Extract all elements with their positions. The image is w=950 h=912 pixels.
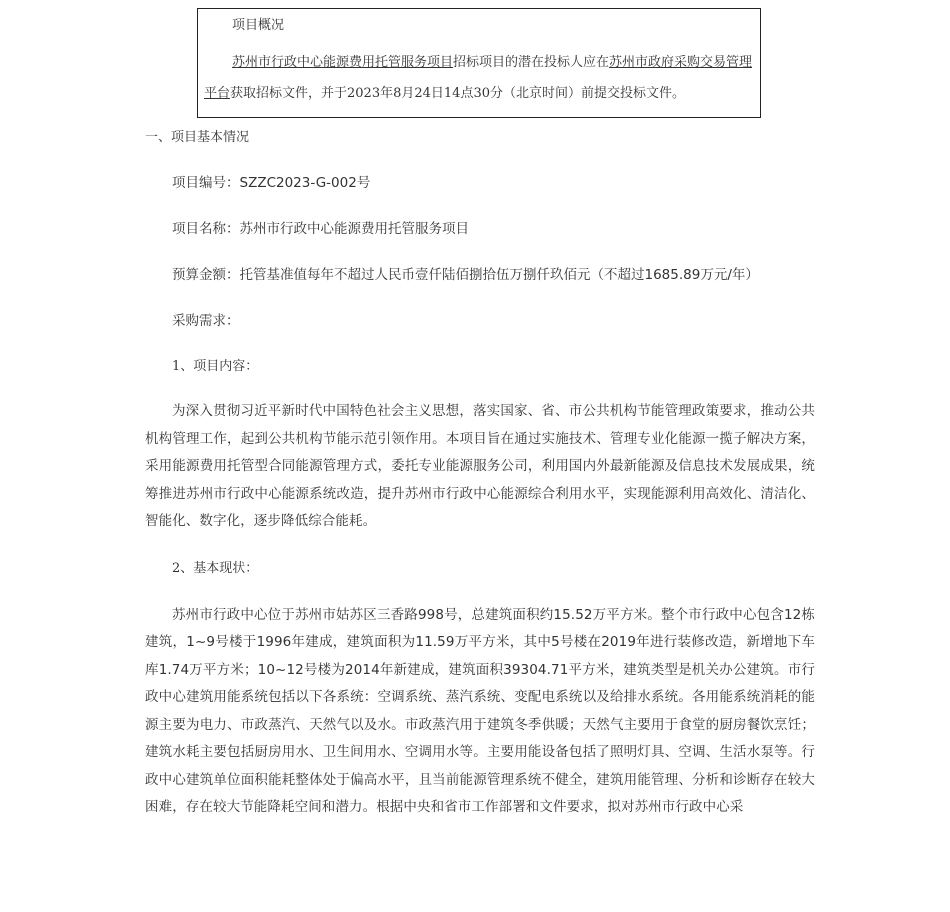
- overview-text-part-2: 获取招标文件，并于2023年8月24日14点30分（北京时间）前提交投标文件。: [230, 86, 685, 101]
- budget-amount: 预算金额：托管基准值每年不超过人民币壹仟陆佰捌拾伍万捌仟玖佰元（不超过1685.89万元/年）: [172, 267, 759, 283]
- project-content-heading: 1、项目内容：: [172, 359, 259, 374]
- section-heading-basic-info: 一、项目基本情况: [145, 130, 250, 145]
- basic-status-heading: 2、基本现状：: [172, 560, 259, 576]
- project-content-paragraph: 为深入贯彻习近平新时代中国特色社会主义思想，落实国家、省、市公共机构节能管理政策要求，推动公共机构管理工作，起到公共机构节能示范引领作用。本项目旨在通过实施技术、管理专业化能源一揽子解决方案，采用能源费用托管型合同能源管理方式，委托专业能源服务公司，利用国内外最新能源及信息技术发展成果，统筹推进苏州市行政中心能源系统改造，提升苏州市行政中心能源综合利用水平，实现能源利用高效化、清洁化、智能化、数字化，逐步降低综合能耗。: [145, 403, 815, 529]
- project-overview-box: [197, 8, 761, 118]
- project-number: 项目编号：SZZC2023-G-002号: [172, 175, 371, 191]
- procurement-platform-link[interactable]: 苏州市政府采购交易管理平台: [204, 55, 753, 101]
- procurement-demand: 采购需求：: [172, 313, 240, 329]
- overview-text-part-1: 招标项目的潜在投标人应在: [453, 55, 610, 70]
- main-content: [145, 124, 815, 822]
- basic-status-paragraph: 苏州市行政中心位于苏州市姑苏区三香路998号，总建筑面积约15.52万平方米。整个市行政中心包含12栋建筑，1~9号楼于1996年建成，建筑面积为11.59万平方米，其中5号楼在2019年进行装修改造，新增地下车库1.74万平方米；10~12号楼为2014年新建成，建筑面积39304.71平方米，建筑类型是机关办公建筑。市行政中心建筑用能系统包括以下各系统：空调系统、蒸汽系统、变配电系统以及给排水系统。各用能系统消耗的能源主要为电力、市政蒸汽、天然气以及水。市政蒸汽用于建筑冬季供暖；天然气主要用于食堂的厨房餐饮烹饪；建筑水耗主要包括厨房用水、卫生间用水、空调用水等。主要用能设备包括了照明灯具、空调、生活水泵等。行政中心建筑单位面积能耗整体处于偏高水平，且当前能源管理系统不健全，建筑用能管理、分析和诊断存在较大困难，存在较大节能降耗空间和潜力。根据中央和省市工作部署和文件要求，拟对苏州市行政中心采: [145, 606, 815, 815]
- overview-title: 项目概况: [232, 18, 285, 33]
- project-name-link[interactable]: 苏州市行政中心能源费用托管服务项目: [232, 55, 454, 70]
- overview-text: [204, 47, 754, 109]
- project-name: 项目名称：苏州市行政中心能源费用托管服务项目: [172, 221, 469, 237]
